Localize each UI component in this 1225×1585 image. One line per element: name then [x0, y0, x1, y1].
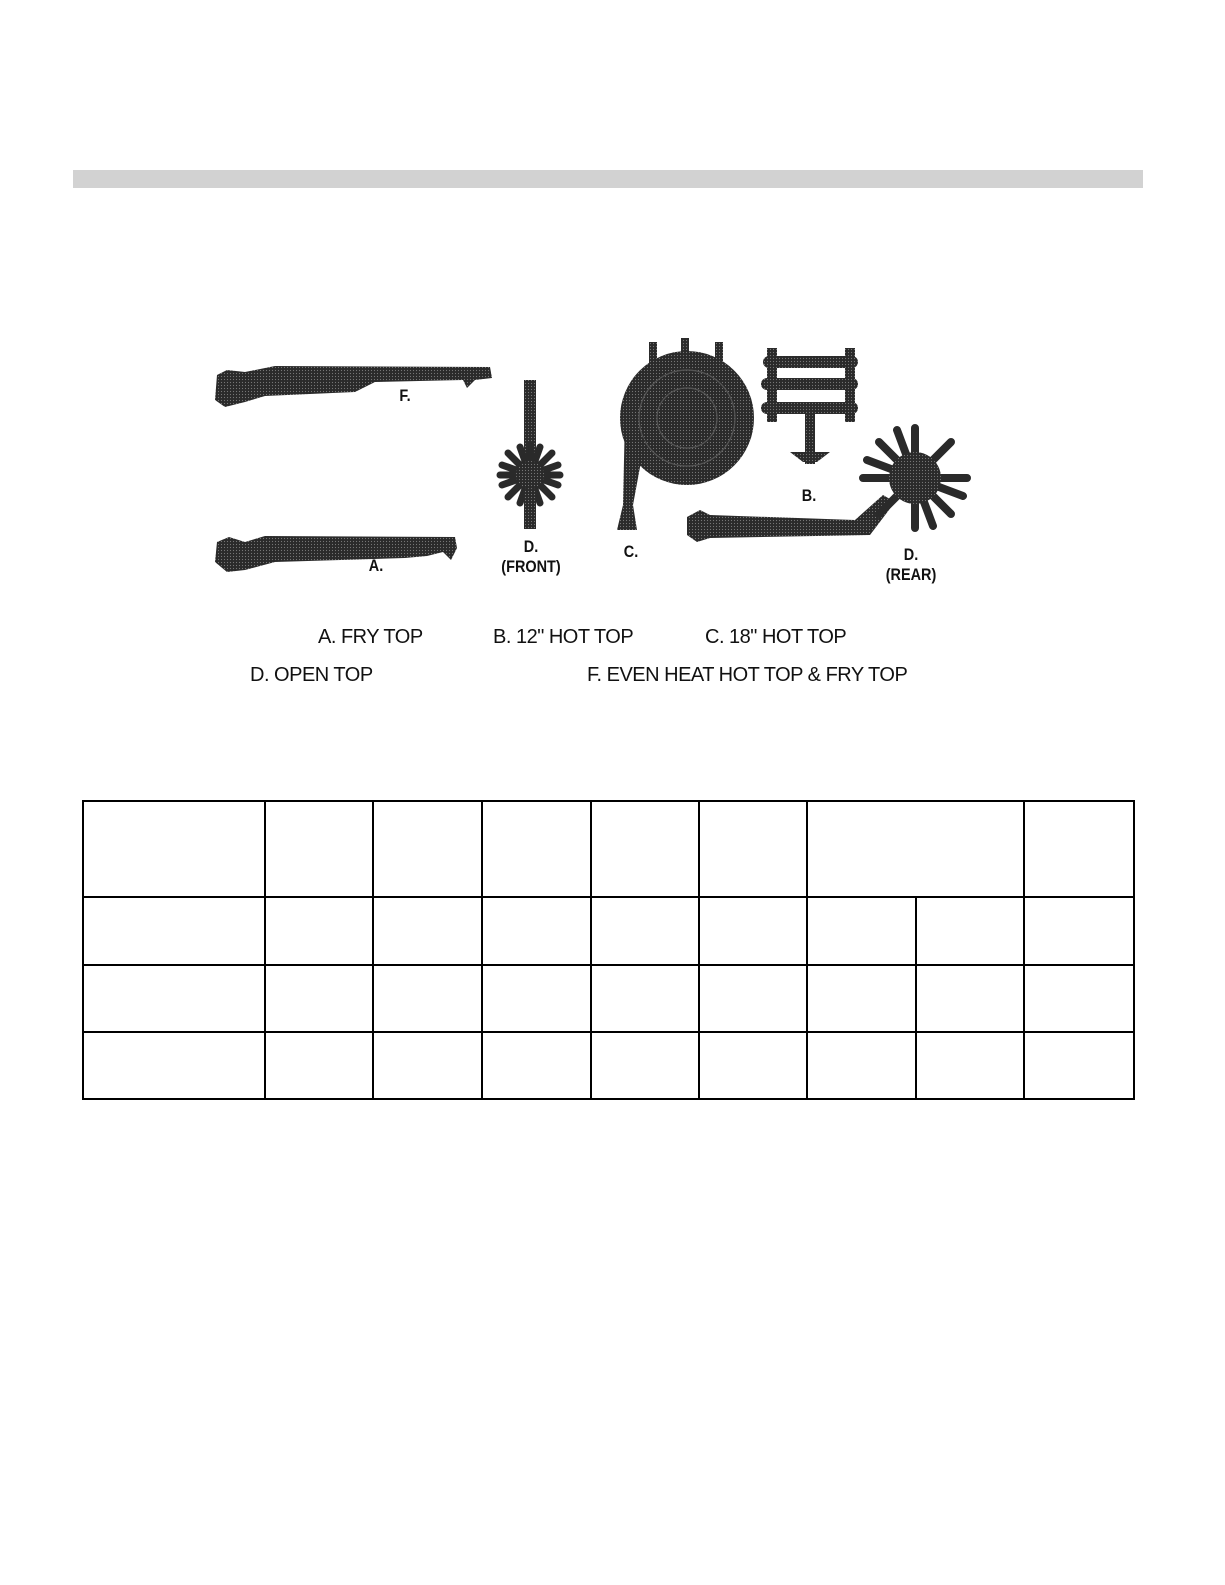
- label-d-rear-letter: D.: [903, 545, 919, 564]
- table-column-divider: [915, 896, 917, 1098]
- table-column-divider: [698, 802, 700, 1098]
- legend-hot-top-12: B. 12" HOT TOP: [493, 626, 634, 648]
- hot-top-12-burner-icon: [761, 348, 858, 464]
- table-column-divider: [590, 802, 592, 1098]
- legend-fry-top: A. FRY TOP: [318, 626, 423, 648]
- fry-top-burner-icon: [215, 536, 457, 572]
- label-b: B.: [801, 486, 817, 505]
- even-heat-burner-icon: [215, 366, 492, 407]
- label-c: C.: [623, 542, 639, 561]
- label-d-front: [500, 537, 561, 577]
- table-column-divider: [1023, 802, 1025, 1098]
- table-row-divider: [84, 1031, 1133, 1033]
- open-top-front-burner-icon: [500, 380, 560, 529]
- label-a: A.: [368, 556, 384, 575]
- table-column-divider: [806, 802, 808, 1098]
- hot-top-18-burner-icon: [617, 338, 754, 530]
- label-f: F.: [399, 386, 411, 405]
- legend-hot-top-18: C. 18" HOT TOP: [705, 626, 847, 648]
- burner-illustration-icon: [205, 330, 985, 600]
- label-d-rear-note: (REAR): [885, 565, 937, 584]
- table-row-divider: [84, 896, 1133, 898]
- table-column-divider: [264, 802, 266, 1098]
- legend-even-heat: F. EVEN HEAT HOT TOP & FRY TOP: [587, 664, 908, 686]
- table-column-divider: [481, 802, 483, 1098]
- header-rule: [73, 170, 1143, 188]
- burner-figure: [205, 330, 985, 600]
- blank-table: [82, 800, 1135, 1100]
- table-row-divider: [84, 964, 1133, 966]
- label-d-front-letter: D.: [523, 537, 539, 556]
- table-column-divider: [372, 802, 374, 1098]
- legend-open-top: D. OPEN TOP: [250, 664, 373, 686]
- label-d-rear: [883, 545, 939, 585]
- label-d-front-note: (FRONT): [501, 557, 561, 576]
